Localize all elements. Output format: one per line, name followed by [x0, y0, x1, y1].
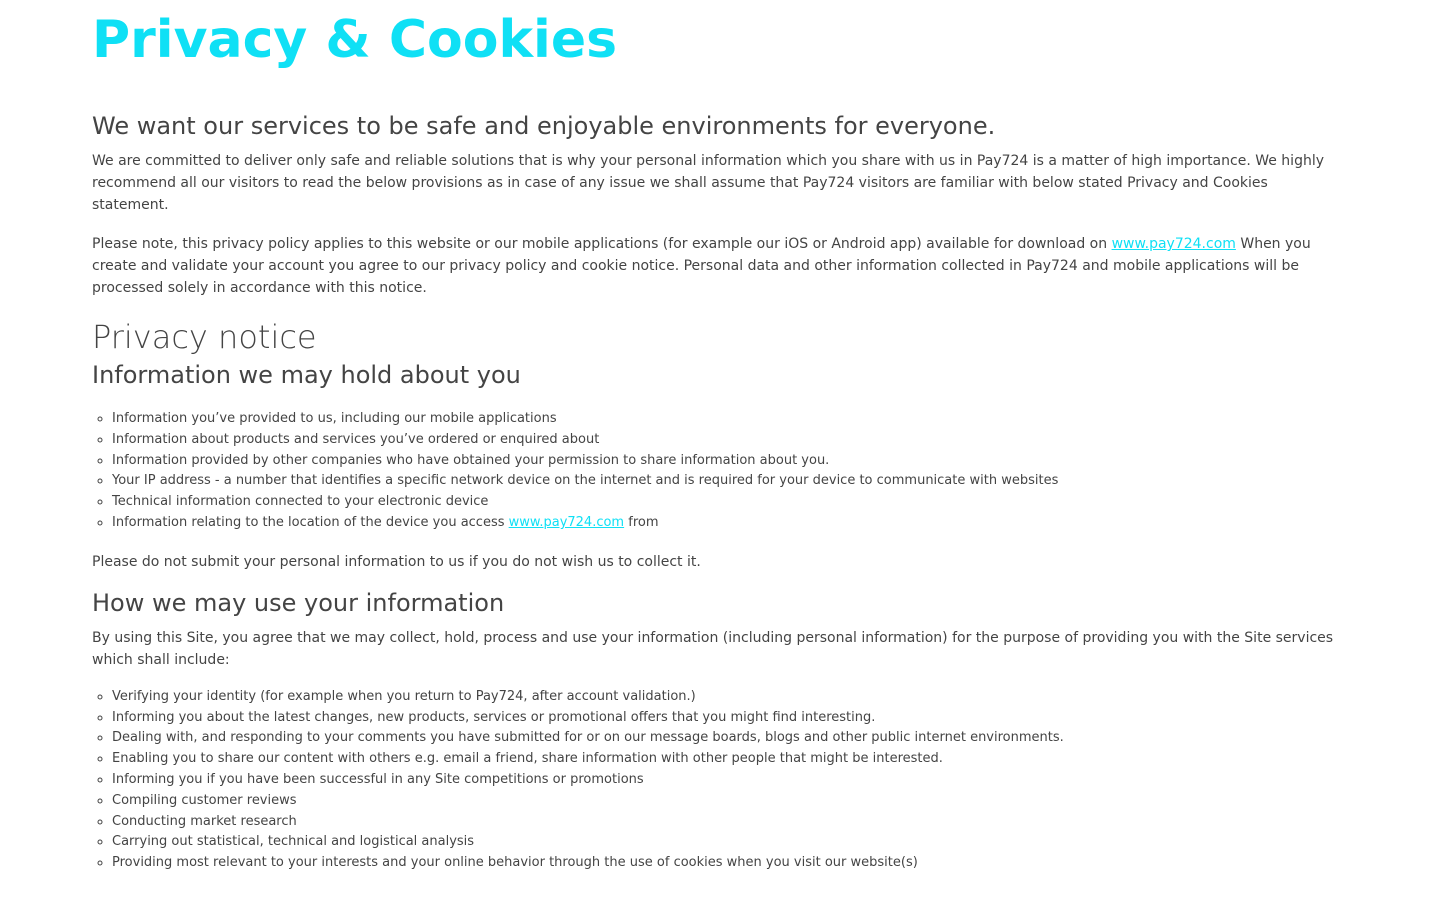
list-item: ◦ Enabling you to share our content with others e.g. email a friend, share information with other people that might be interested.: [112, 749, 1342, 770]
privacy-notice-heading: Privacy notice: [92, 318, 317, 356]
pay724-link[interactable]: www.pay724.com: [508, 514, 625, 530]
list-item: ◦ Informing you about the latest changes, new products, services or promotional offers that you might find interesting.: [112, 708, 1342, 729]
intro-paragraph: We are committed to deliver only safe and reliable solutions that is why your personal information which you share with us in Pay724 is a matter of high importance. We highly recommend all our visitors to read the below provisions as in case of any issue we shall assume that Pay724 visitors are familiar with below stated Privacy and Cookies statement.: [92, 153, 1325, 213]
information-use-heading: How we may use your information: [92, 588, 505, 617]
location-text-after: from: [624, 514, 659, 530]
pay724-link[interactable]: www.pay724.com: [1111, 236, 1236, 252]
scope-text-before: Please note, this privacy policy applies to this website or our mobile applications (for example our iOS or Android app) available for download on: [92, 236, 1112, 252]
information-use-paragraph: By using this Site, you agree that we may collect, hold, process and use your information (including personal information) for the purpose of providing you with the Site services which shall include:: [92, 629, 1334, 668]
list-item: ◦ Informing you if you have been successful in any Site competitions or promotions: [112, 770, 1342, 791]
page-title: Privacy & Cookies: [92, 10, 618, 70]
scope-text-after: When you create and validate your account you agree to our privacy policy and cookie notice. Personal data and other information collected in Pay724 and mobile applications will be processed solely in accordance with this notice.: [92, 236, 1311, 296]
list-item: ◦ Compiling customer reviews: [112, 791, 1342, 812]
list-item: ◦ Carrying out statistical, technical and logistical analysis: [112, 832, 1342, 853]
list-item: ◦ Verifying your identity (for example when you return to Pay724, after account validation.): [112, 687, 1342, 708]
list-item: ◦ Dealing with, and responding to your comments you have submitted for or on our message boards, blogs and other public internet environments.: [112, 728, 1342, 749]
list-item: [112, 513, 1342, 534]
list-item: ◦ Information you’ve provided to us, including our mobile applications: [112, 409, 1342, 430]
list-item: ◦ Providing most relevant to your interests and your online behavior through the use of cookies when you visit our website(s): [112, 853, 1342, 874]
list-item: ◦ Information provided by other companies who have obtained your permission to share information about you.: [112, 451, 1342, 472]
intro-heading: We want our services to be safe and enjoyable environments for everyone.: [92, 112, 996, 140]
location-text-before: Information relating to the location of the device you access: [112, 514, 509, 530]
submit-notice-paragraph: Please do not submit your personal information to us if you do not wish us to collect it.: [92, 553, 701, 570]
information-use-list: [92, 687, 1342, 874]
policy-scope-paragraph: [92, 233, 1342, 299]
list-item: ◦ Technical information connected to your electronic device: [112, 492, 1342, 513]
information-hold-list: [92, 409, 1342, 534]
list-item: ◦ Your IP address - a number that identifies a specific network device on the internet and is required for your device to communicate with websites: [112, 471, 1342, 492]
information-hold-heading: Information we may hold about you: [92, 361, 521, 389]
list-item: ◦ Conducting market research: [112, 812, 1342, 833]
policy-content: [92, 110, 1342, 874]
list-item: ◦ Information about products and services you’ve ordered or enquired about: [112, 430, 1342, 451]
